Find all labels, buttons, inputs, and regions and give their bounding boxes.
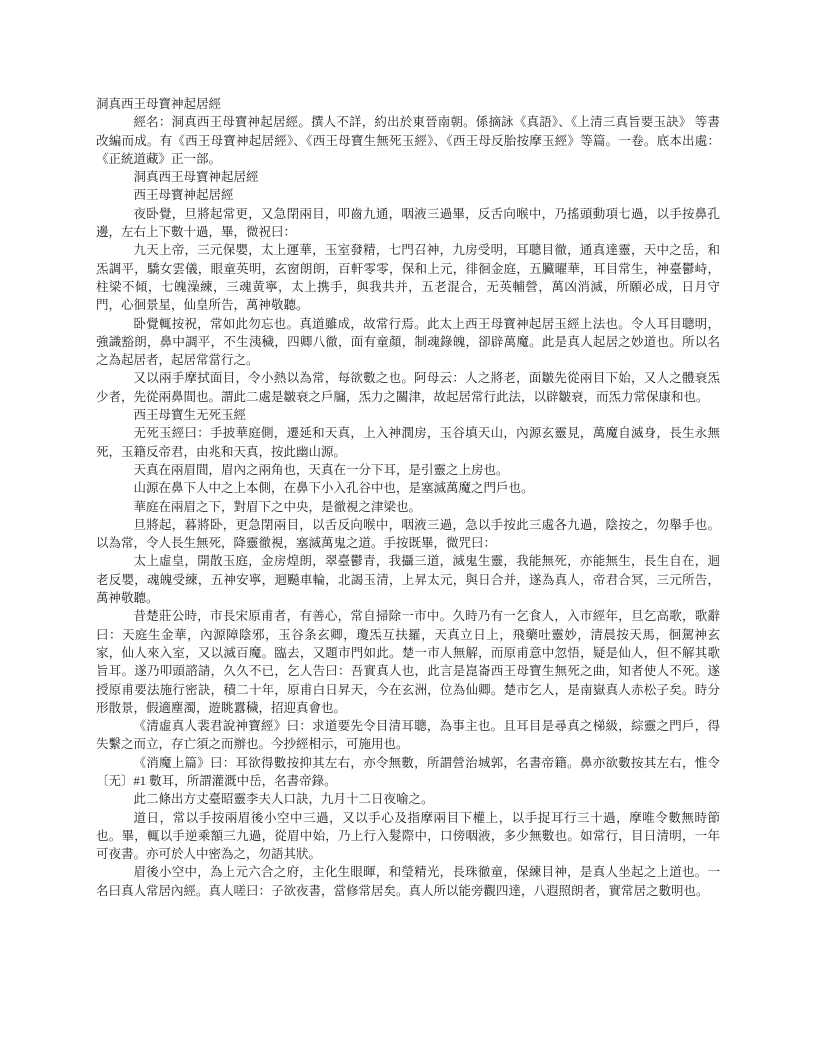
paragraph: 西王母寶生无死玉經: [133, 408, 247, 423]
paragraph: 華庭在兩眉之下，對眉下之中央，是徹視之津梁也。: [133, 499, 422, 514]
paragraph: 眉後小空中，為上元六合之府，主化生眼暉，和瑩精光，長珠徹童，保練目神，是真人坐起之上道也。一名曰真人常居內經。真人嗟曰：子欲夜書，當修常居矣。真人所以能旁觀四達，八遐照朗者，實常居之數明也。: [96, 865, 720, 898]
paragraph: 此二條出方丈臺昭靈李夫人口訣，九月十二日夜喻之。: [133, 792, 434, 807]
paragraph: 《消魔上篇》曰：耳欲得數按抑其左右，亦令無數，所謂營治城郭，名書帝籍。鼻亦欲數按其左右，惟令〔无〕#1 數耳，所謂灌溉中岳，名書帝錄。: [96, 755, 720, 788]
paragraph: 山源在鼻下人中之上本側，在鼻下小入孔谷中也，是塞滅萬魔之門戶也。: [133, 481, 534, 496]
paragraph: 卧覺輒按祝，常如此勿忘也。真道雖成，故常行焉。此太上西王母寶神起居玉經上法也。令人耳目聰明，強識豁朗，鼻中調平，不生洟穢，四卿八徹，面有童顏，制魂錄魄，卻辟萬魔。此是真人起居之妙道也。所以名之為起居者，起居常當行之。: [96, 316, 720, 368]
paragraph: 夜卧覺，旦將起常更，又急閉兩目，叩齒九通，咽液三過畢，反舌向喉中，乃搖頭動項七過，以手按鼻孔邊，左右上下數十過，畢，微祝曰：: [96, 206, 720, 240]
paragraph: 九天上帝，三元保嬰，太上運華，玉室發精，七門召神，九房受明，耳聰目徹，通真達靈，天中之岳，和炁調平，驕女雲儀，眼童英明，玄窗朗朗，百軒零零，保和上元，徘徊金庭，五臟曜華，耳目常生，神臺鬱峙，柱梁不傾，七魄澡練，三魂黄寧，太上携手，與我共并，五老混合，无英輔營，萬凶消滅，所願必成，日月守門，心徊景星，仙皇所告，萬神敬聽。: [96, 243, 720, 313]
paragraph: 又以兩手摩拭面目，令小熱以為常，每欲數之也。阿母云：人之將老，面皺先從兩目下始，又人之體衰炁少者，先從兩鼻間也。謂此二處是皺衰之戶牖，炁力之關津，故起居常行此法，以辟皺衰，而炁力常保康和也。: [96, 371, 720, 404]
paragraph: 洞真西王母寶神起居經: [133, 170, 259, 185]
paragraph: 无死玉經曰：手披華庭側，遷延和天真，上入神潤房，玉谷填天山，內源玄靈見，萬魔自滅身，長生永無死，玉籍反帝君，由兆和天真，按此幽山源。: [96, 426, 720, 459]
paragraph: 太上虛皇，開散玉庭，金房煌朗，翠臺鬱青，我攝三道，滅鬼生靈，我能無死，亦能無生，長生自在，迴老反嬰，魂魄受練，五神安寧，迴飈車輪，北謁玉清，上昇太元，與日合并，遂為真人，帝君合冥，三元所告，萬神敬聽。: [96, 554, 720, 606]
document-body: [96, 113, 720, 900]
paragraph: 《清虛真人裴君說神寶經》曰：求道要先令目清耳聰，為事主也。且耳目是尋真之梯級，綜靈之門戶，得失繫之而立，存亡須之而辦也。今抄經相示，可施用也。: [96, 719, 720, 752]
document-title: 洞真西王母寶神起居經: [96, 97, 222, 111]
paragraph: 天真在兩眉間，眉內之兩角也，天真在一分下耳，是引靈之上房也。: [133, 462, 509, 477]
paragraph: 經名：洞真西王母寶神起居經。撰人不詳，約出於東晉南朝。係摘詠《真語》、《上清三真旨要玉訣》 等書改編而成。有《西王母寶神起居經》、《西王母寶生無死玉經》、《西王母反胎按摩玉經》等篇。一卷。底本出處：《正統道藏》正一部。: [96, 115, 720, 166]
paragraph: 道日，常以手按兩眉後小空中三過，又以手心及指摩兩目下權上，以手捉耳行三十過，摩唯令數無時節也。畢，輒以手逆乘額三九過，從眉中始，乃上行入髮際中，口傍咽液，多少無數也。如常行，目日清明，一年可夜書。亦可於人中密為之，勿語其狀。: [96, 810, 720, 862]
paragraph: 旦將起，暮將卧，更急閉兩目，以舌反向喉中，咽液三過，急以手按此三處各九過，陰按之，勿舉手也。以為常，令人長生無死，降靈徹視，塞滅萬鬼之道。手按既畢，微咒曰：: [96, 517, 720, 551]
paragraph: 昔楚莊公時，市長宋原甫者，有善心，常自掃除一市中。久時乃有一乞食人，入市經年，旦乞高歌，歌辭曰：天庭生金華，內源障陰邪，玉谷条玄卿，瓊炁互扶羅，天真立日上，飛藥吐靈妙，清晨按天馬，徊駕神玄家，仙人來入室，又以滅百魔。臨去，又題市門如此。楚一市人無解，而原甫意中忽悟，疑是仙人，但不解其歌旨耳。遂乃叩頭諮請，久久不已，乞人告曰：吾實真人也，此言是崑崙西王母寶生無死之曲，知者使人不死。遂授原甫要法施行密訣，積二十年，原甫白日昇天，今在玄洲，位為仙卿。楚市乞人，是南嶽真人赤松子矣。時分形散景，假適塵濁，遊眺囂穢，招迎真會也。: [96, 609, 720, 715]
paragraph: 西王母寶神起居經: [133, 188, 234, 203]
